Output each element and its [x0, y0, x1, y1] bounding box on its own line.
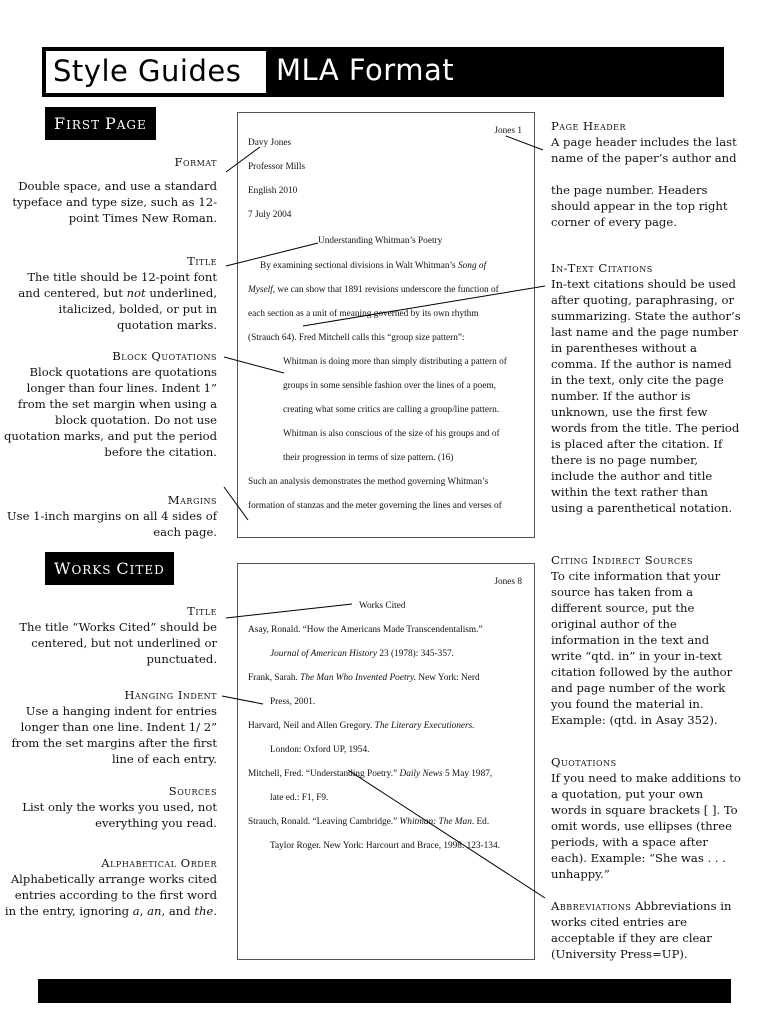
annotation-body [3, 871, 217, 919]
body-line: each section as a unit of meaning governed by its own rhythm [248, 309, 479, 319]
citation-entry-indent: Taylor Roger. New York: Harcourt and Brace, 1998. 123-134. [270, 841, 500, 851]
citation-italic: The Literary Executioners. [374, 721, 475, 731]
citation-text: Frank, Sarah. [248, 673, 301, 683]
annotation-heading: Alphabetical Order [101, 856, 217, 870]
section-text: ORKS [71, 563, 117, 577]
citation-entry [248, 817, 489, 827]
citation-text: . Ed. [471, 817, 490, 827]
citation-entry-indent: London: Oxford UP, 1954. [270, 745, 370, 755]
annotation-text: underlined, italicized, bolded, or put in quotation marks. [58, 286, 217, 332]
works-cited-title: Works Cited [359, 601, 406, 611]
annotation-body [3, 269, 217, 333]
annotation-body: The title “Works Cited” should be centered, but not underlined or punctuated. [19, 620, 217, 666]
citation-entry [248, 673, 480, 683]
banner-left-box [45, 50, 267, 94]
section-text: AGE [116, 118, 147, 132]
citation-entry-indent [270, 649, 454, 659]
block-quote-line: Whitman is doing more than simply distributing a pattern of [283, 357, 507, 367]
annotation-body: List only the works you used, not everything you read. [22, 800, 217, 830]
annotation-heading: Margins [167, 493, 217, 507]
annotation-abbreviations [551, 898, 741, 962]
annotation-text: Abbreviations in works cited entries are acceptable if they are clear (University Press=UP). [551, 899, 732, 961]
annotation-heading: In-Text Citations [551, 261, 653, 275]
annotation-body: Use a hanging indent for entries longer than one line. Indent 1/ 2” from the set margins after the first line of each entry. [11, 704, 217, 766]
annotation-hanging-indent [3, 687, 217, 767]
section-text: ITED [129, 563, 165, 577]
annotation-title [3, 253, 217, 333]
citation-italic: Journal of American History [270, 649, 377, 659]
citation-entry-indent: Press, 2001. [270, 697, 316, 707]
annotation-heading: Abbreviations [551, 899, 632, 913]
course-name: English 2010 [248, 186, 298, 196]
paper-date: 7 July 2004 [248, 210, 292, 220]
annotation-heading: Quotations [551, 755, 617, 769]
citation-entry: Asay, Ronald. “How the Americans Made Transcendentalism.” [248, 625, 483, 635]
annotation-heading: Page Header [551, 119, 626, 133]
annotation-sources [3, 783, 217, 831]
annotation-heading: Title [187, 604, 217, 618]
sample-first-page [237, 112, 535, 538]
annotation-body: In-text citations should be used after quoting, paraphrasing, or summarizing. State the author’s last name and the page number in parentheses without a comma. If the author is named in the text, only cite the page number. If the author is unknown, use the first few words from the title. The period is placed after the citation. If there is no page number, include the author and title within the text rather than using a parenthetical notation. [551, 277, 741, 515]
annotation-alphabetical-order [3, 855, 217, 919]
body-line [248, 285, 499, 295]
citation-italic: Daily News [399, 769, 443, 779]
annotation-text: , and [161, 904, 195, 918]
section-first-page [45, 107, 156, 140]
section-text: F [54, 114, 67, 133]
body-line: (Strauch 64). Fred Mitchell calls this “group size pattern”: [248, 333, 465, 343]
body-line: formation of stanzas and the meter governing the lines and verses of [248, 501, 502, 511]
section-text: IRST [66, 118, 105, 132]
annotation-format [3, 154, 217, 226]
paper-title: Understanding Whitman’s Poetry [318, 236, 443, 246]
banner-title-left: Style Guides [53, 54, 242, 88]
citation-text: Mitchell, Fred. “Understanding Poetry.” [248, 769, 400, 779]
annotation-heading: Sources [168, 784, 217, 798]
block-quote-line: Whitman is also conscious of the size of his groups and of [283, 429, 500, 439]
annotation-page-header [551, 118, 741, 230]
citation-italic: Whitman: The Man [399, 817, 472, 827]
annotation-heading: Hanging Indent [124, 688, 217, 702]
section-works-cited [45, 552, 174, 585]
annotation-text: Alphabetically arrange works cited entries according to the first word in the entry, ignoring [4, 872, 217, 918]
citation-text: New York: Nerd [416, 673, 480, 683]
author-name: Davy Jones [248, 138, 292, 148]
annotation-body: If you need to make additions to a quotation, put your own words in square brackets [ ]. To omit words, use ellipses (three periods, with a space after each). Example: “She was . . . unhappy.” [551, 771, 741, 881]
bottom-bar [38, 979, 731, 1003]
professor-name: Professor Mills [248, 162, 306, 172]
annotation-body: A page header includes the last name of the paper’s author and [551, 135, 737, 165]
citation-entry [248, 769, 492, 779]
annotation-heading: Block Quotations [112, 349, 217, 363]
section-text: W [54, 559, 72, 578]
annotation-indirect-sources [551, 552, 741, 728]
annotation-heading: Format [174, 155, 217, 169]
citation-entry-indent: late ed.: F1, F9. [270, 793, 329, 803]
annotation-wc-title [3, 603, 217, 667]
block-quote-line: groups in some sensible fashion over the lines of a poem, [283, 381, 497, 391]
annotation-emphasis: an [147, 904, 162, 918]
annotation-body [551, 898, 741, 962]
sample-works-cited-page [237, 563, 535, 960]
annotation-heading: Citing Indirect Sources [551, 553, 693, 567]
annotation-emphasis: not [126, 286, 146, 300]
body-text: , we can show that 1891 revisions underscore the function of [272, 285, 499, 295]
annotation-text: . [213, 904, 217, 918]
section-text: C [116, 559, 130, 578]
annotation-in-text-citations [551, 260, 741, 516]
body-italic: Song of [458, 261, 487, 271]
block-quote-line: creating what some critics are calling a group/line pattern. [283, 405, 500, 415]
citation-text: Harvard, Neil and Allen Gregory. [248, 721, 375, 731]
annotation-body: Use 1-inch margins on all 4 sides of each page. [6, 509, 217, 539]
annotation-quotations [551, 754, 741, 882]
annotation-body: To cite information that your source has taken from a different source, put the original author of the information in the text and write “qtd. in” in your in-text citation followed by the author and page number of the work you found the material in. Example: (qtd. in Asay 352). [551, 569, 733, 727]
banner-title-right: MLA Format [276, 53, 455, 87]
annotation-emphasis: the [194, 904, 214, 918]
citation-text: 23 (1978): 345-357. [377, 649, 454, 659]
citation-text: 5 May 1987, [442, 769, 493, 779]
section-text: P [104, 114, 117, 133]
annotation-body: the page number. Headers should appear in the top right corner of every page. [551, 183, 728, 229]
body-line [260, 261, 486, 271]
citation-italic: The Man Who Invented Poetry. [300, 673, 417, 683]
block-quote-line: their progression in terms of size pattern. (16) [283, 453, 454, 463]
body-text: By examining sectional divisions in Walt Whitman’s [260, 261, 458, 271]
body-line: Such an analysis demonstrates the method governing Whitman’s [248, 477, 489, 487]
page-header-text: Jones 8 [494, 577, 522, 587]
annotation-margins [3, 492, 217, 540]
annotation-heading: Title [187, 254, 217, 268]
annotation-block-quotations [3, 348, 217, 460]
citation-entry [248, 721, 475, 731]
page-header-text: Jones 1 [494, 126, 522, 136]
citation-text: Strauch, Ronald. “Leaving Cambridge.” [248, 817, 400, 827]
annotation-emphasis: a [132, 904, 140, 918]
annotation-body: Double space, and use a standard typeface and type size, such as 12-point Times New Roman. [12, 179, 217, 225]
annotation-text: The title should be 12-point font and centered, but [18, 270, 217, 300]
body-italic: Myself [248, 285, 273, 295]
annotation-text: , [139, 904, 148, 918]
annotation-body: Block quotations are quotations longer than four lines. Indent 1” from the set margin when using a block quotation. Do not use quotation marks, and put the period before the citation. [3, 365, 217, 459]
